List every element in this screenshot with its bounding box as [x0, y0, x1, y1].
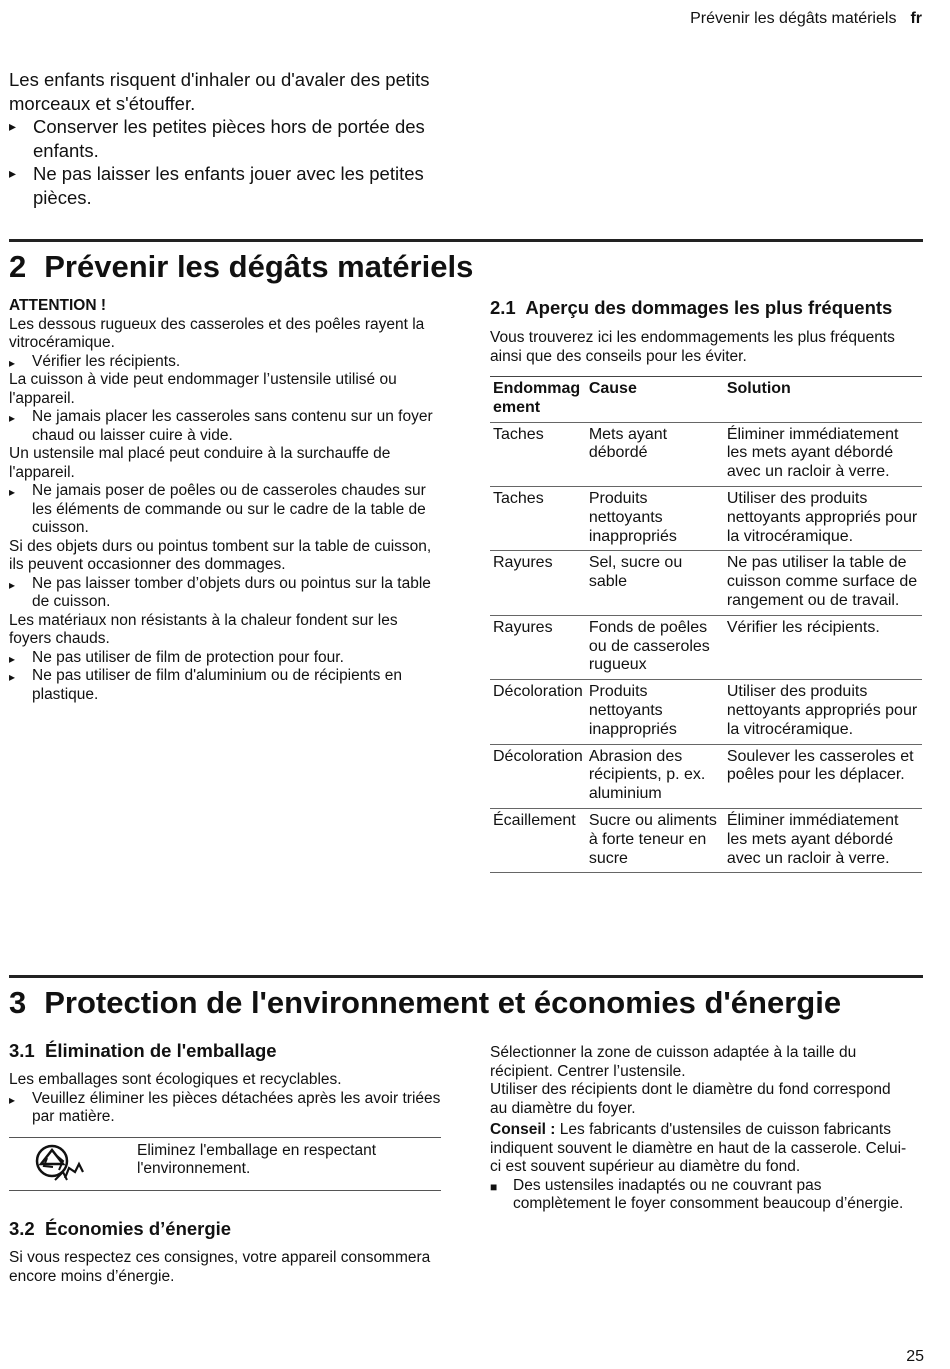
- section-3-2: [9, 1218, 441, 1302]
- packaging-notice-text: Eliminez l'emballage en respectant l'environnement.: [137, 1141, 377, 1177]
- table-row: [490, 808, 922, 872]
- instruction-bullet: ▸ Ne jamais placer les casseroles sans contenu sur un foyer chaud ou laisser cuire à vide.: [9, 408, 434, 445]
- cell-damage: Décoloration: [490, 680, 586, 744]
- intro-text: Les enfants risquent d'inhaler ou d'avaler des petits morceaux et s'étouffer.: [9, 69, 430, 114]
- header-title: Prévenir les dégâts matériels: [690, 10, 897, 27]
- section-3-heading: [9, 985, 841, 1021]
- warning-text: Les dessous rugueux des casseroles et des poêles rayent la vitrocéramique.: [9, 315, 425, 351]
- table-row: [490, 680, 922, 744]
- cell-solution: Vérifier les récipients.: [724, 615, 922, 679]
- damage-table: [490, 376, 922, 873]
- energy-tip-2: Utiliser des récipients dont le diamètre du fond correspond au diamètre du foyer.: [490, 1081, 891, 1117]
- cell-cause: Produits nettoyants inappropriés: [586, 486, 724, 550]
- section-3-number: 3: [9, 985, 27, 1020]
- header-language: fr: [910, 10, 922, 27]
- column-header-solution: Solution: [726, 380, 791, 397]
- table-row: [490, 615, 922, 679]
- cell-cause: Mets ayant débordé: [586, 422, 724, 486]
- section-2-1-heading: [490, 297, 922, 319]
- cell-solution: Utiliser des produits nettoyants appropriés pour la vitrocéramique.: [724, 486, 922, 550]
- cell-damage: Taches: [490, 422, 586, 486]
- warning-text: Les matériaux non résistants à la chaleur fondent sur les foyers chauds.: [9, 611, 398, 647]
- cell-solution: Ne pas utiliser la table de cuisson comme surface de rangement ou de travail.: [724, 551, 922, 615]
- energy-bullet: ■ Des ustensiles inadaptés ou ne couvrant pas complètement le foyer consomment beaucoup d’énergie.: [490, 1177, 910, 1214]
- section-3-1-heading: [9, 1040, 441, 1062]
- instruction-bullet: ▸ Ne pas laisser tomber d’objets durs ou pointus sur la table de cuisson.: [9, 575, 434, 612]
- recycling-triman-icon: [33, 1142, 85, 1186]
- section-2-title: Prévenir les dégâts matériels: [44, 249, 474, 284]
- warning-text: Si des objets durs ou pointus tombent sur la table de cuisson, ils peuvent occasionner des dommages.: [9, 537, 432, 573]
- cell-cause: Fonds de poêles ou de casseroles rugueux: [586, 615, 724, 679]
- cell-cause: Produits nettoyants inappropriés: [586, 680, 724, 744]
- cell-cause: Abrasion des récipients, p. ex. aluminium: [586, 744, 724, 808]
- instruction-bullet: ▸ Ne pas utiliser de film d'aluminium ou de récipients en plastique.: [9, 667, 434, 704]
- intro-bullet: ▸ Conserver les petites pièces hors de portée des enfants.: [9, 115, 439, 162]
- table-row: [490, 744, 922, 808]
- energy-tip-1: Sélectionner la zone de cuisson adaptée à la taille du récipient. Centrer l’ustensile.: [490, 1044, 857, 1080]
- intro-bullet: ▸ Ne pas laisser les enfants jouer avec les petites pièces.: [9, 162, 439, 209]
- attention-label: ATTENTION !: [9, 297, 107, 314]
- intro-warning: [9, 68, 439, 209]
- warning-text: Un ustensile mal placé peut conduire à la surchauffe de l'appareil.: [9, 445, 391, 481]
- section-3-1-text: Les emballages sont écologiques et recyclables.: [9, 1071, 342, 1088]
- instruction-bullet: ▸ Ne jamais poser de poêles ou de casseroles chaudes sur les éléments de commande ou sur le cadre de la table de cuisson.: [9, 482, 434, 538]
- section-3-title: Protection de l'environnement et économies d'énergie: [44, 985, 842, 1020]
- section-2-1: [490, 297, 922, 873]
- instruction-bullet: ▸ Ne pas utiliser de film de protection pour four.: [9, 649, 434, 668]
- energy-advice: [490, 1121, 910, 1177]
- cell-solution: Soulever les casseroles et poêles pour les déplacer.: [724, 744, 922, 808]
- cell-damage: Écaillement: [490, 808, 586, 872]
- instruction-bullet: ▸ Vérifier les récipients.: [9, 353, 434, 372]
- cell-cause: Sucre ou aliments à forte teneur en sucre: [586, 808, 724, 872]
- section-3-2-title: Économies d’énergie: [45, 1218, 232, 1239]
- cell-cause: Sel, sucre ou sable: [586, 551, 724, 615]
- cell-damage: Taches: [490, 486, 586, 550]
- section-2-rule: [9, 239, 923, 242]
- column-header-damage: Endommagement: [493, 380, 581, 416]
- section-3-1-bullet: ▸ Veuillez éliminer les pièces détachées après les avoir triées par matière.: [9, 1090, 441, 1127]
- section-2-1-intro: Vous trouverez ici les endommagements les plus fréquents ainsi que des conseils pour les éviter.: [490, 329, 895, 365]
- section-3-2-number: 3.2: [9, 1218, 35, 1239]
- section-2-1-number: 2.1: [490, 297, 516, 318]
- section-2-1-title: Aperçu des dommages les plus fréquents: [525, 297, 893, 318]
- section-3-2-text: Si vous respectez ces consignes, votre appareil consommera encore moins d’énergie.: [9, 1249, 431, 1285]
- section-3-2-heading: [9, 1218, 441, 1240]
- column-header-cause: Cause: [588, 380, 637, 397]
- advice-label: Conseil :: [490, 1121, 556, 1138]
- packaging-notice-box: [9, 1137, 441, 1191]
- cell-damage: Décoloration: [490, 744, 586, 808]
- running-header: [690, 10, 922, 28]
- section-3-rule: [9, 975, 923, 978]
- warning-text: La cuisson à vide peut endommager l’ustensile utilisé ou l'appareil.: [9, 371, 397, 407]
- section-3-right-column: [490, 1044, 910, 1214]
- section-3-1-title: Élimination de l'emballage: [45, 1040, 277, 1061]
- cell-damage: Rayures: [490, 615, 586, 679]
- section-2-number: 2: [9, 249, 27, 284]
- table-row: [490, 486, 922, 550]
- cell-solution: Éliminer immédiatement les mets ayant débordé avec un racloir à verre.: [724, 422, 922, 486]
- section-3-1-number: 3.1: [9, 1040, 35, 1061]
- section-2-left-column: [9, 297, 434, 704]
- page-number: 25: [906, 1348, 924, 1365]
- cell-solution: Utiliser des produits nettoyants appropriés pour la vitrocéramique.: [724, 680, 922, 744]
- damage-table-header: [490, 377, 922, 423]
- advice-text: Les fabricants d'ustensiles de cuisson fabricants indiquent souvent le diamètre en haut de la casserole. Celui-ci est souvent supérieur au diamètre du fond.: [490, 1121, 907, 1175]
- cell-damage: Rayures: [490, 551, 586, 615]
- section-3-1: [9, 1040, 441, 1191]
- table-row: [490, 422, 922, 486]
- cell-solution: Éliminer immédiatement les mets ayant débordé avec un racloir à verre.: [724, 808, 922, 872]
- section-2-heading: [9, 249, 473, 285]
- table-row: [490, 551, 922, 615]
